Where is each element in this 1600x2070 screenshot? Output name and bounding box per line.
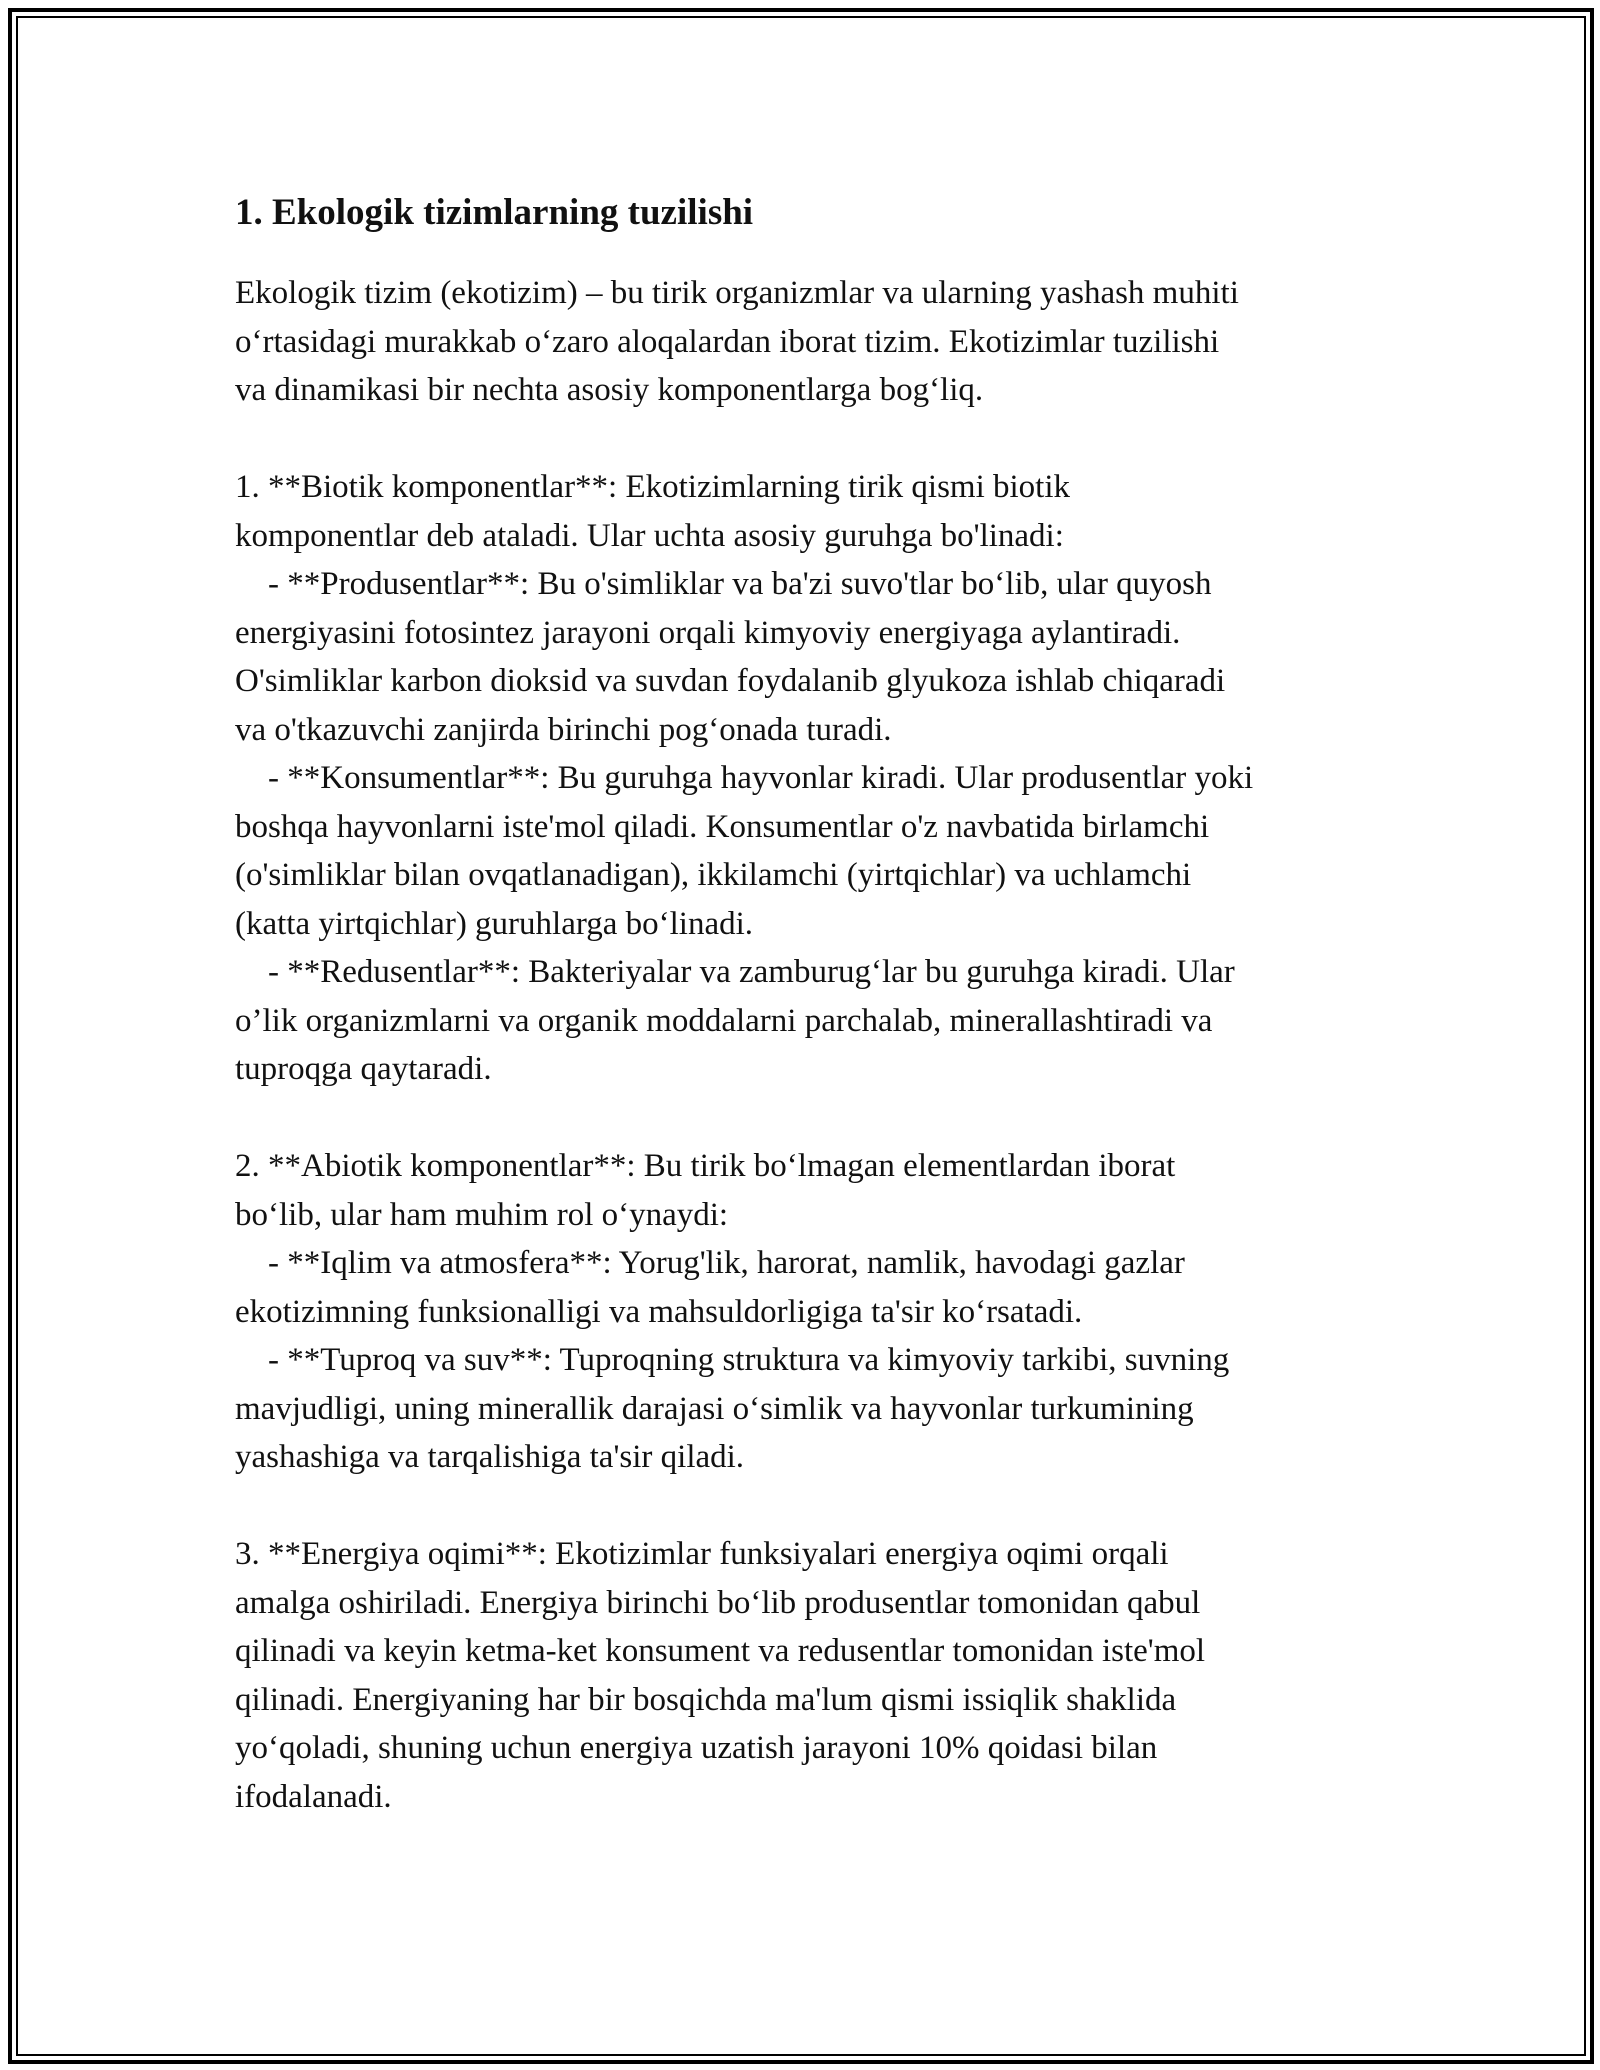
text-line: ifodalanadi. [235,1778,392,1815]
text-line: o‘rtasidagi murakkab o‘zaro aloqalardan iborat tizim. Ekotizimlar tuzilishi [235,323,1220,360]
text-line: - **Konsumentlar**: Bu guruhga hayvonlar kiradi. Ular produsentlar yoki [235,760,1254,796]
text-line: - **Redusentlar**: Bakteriyalar va zamburug‘lar bu guruhga kiradi. Ular [235,954,1235,990]
text-line: bo‘lib, ular ham muhim rol o‘ynaydi: [235,1196,729,1233]
text-line: - **Iqlim va atmosfera**: Yorug'lik, harorat, namlik, havodagi gazlar [235,1245,1185,1281]
paragraph-energiya [235,1530,1370,1821]
text-line: O'simliklar karbon dioksid va suvdan foydalanib glyukoza ishlab chiqaradi [235,663,1226,699]
text-line: - **Produsentlar**: Bu o'simliklar va ba'zi suvo'tlar bo‘lib, ular quyosh [235,566,1212,602]
text-line: qilinadi va keyin ketma-ket konsument va redusentlar tomonidan iste'mol [235,1633,1206,1669]
text-line: tuproqga qaytaradi. [235,1051,492,1087]
text-line: va o'tkazuvchi zanjirda birinchi pog‘onada turadi. [235,711,892,748]
text-line: yashashiga va tarqalishiga ta'sir qiladi. [235,1439,745,1475]
text-line: - **Tuproq va suv**: Tuproqning struktura va kimyoviy tarkibi, suvning [235,1342,1230,1378]
text-line: 1. **Biotik komponentlar**: Ekotizimlarning tirik qismi biotik [235,469,1071,505]
document-title: 1. Ekologik tizimlarning tuzilishi [235,192,754,233]
text-line: qilinadi. Energiyaning har bir bosqichda ma'lum qismi issiqlik shaklida [235,1681,1177,1718]
text-line: komponentlar deb ataladi. Ular uchta asosiy guruhga bo'linadi: [235,517,1064,554]
paragraph-biotik [235,463,1370,1094]
text-line: Ekologik tizim (ekotizim) – bu tirik organizmlar va ularning yashash muhiti [235,275,1239,311]
text-line: mavjudligi, uning minerallik darajasi o‘simlik va hayvonlar turkumining [235,1390,1194,1427]
text-line: va dinamikasi bir nechta asosiy komponentlarga bog‘liq. [235,372,984,408]
text-line: o’lik organizmlarni va organik moddalarni parchalab, minerallashtiradi va [235,1002,1213,1039]
paragraph-gap [235,1482,1370,1531]
text-line: 2. **Abiotik komponentlar**: Bu tirik bo‘lmagan elementlardan iborat [235,1148,1176,1184]
text-line: amalga oshiriladi. Energiya birinchi bo‘lib produsentlar tomonidan qabul [235,1584,1201,1621]
text-line: yo‘qoladi, shuning uchun energiya uzatish jarayoni 10% qoidasi bilan [235,1730,1158,1766]
text-line: boshqa hayvonlarni iste'mol qiladi. Konsumentlar o'z navbatida birlamchi [235,808,1210,845]
text-line: ekotizimning funksionalligi va mahsuldorligiga ta'sir ko‘rsatadi. [235,1293,1083,1330]
paragraph-gap [235,415,1370,464]
paragraph-abiotik [235,1142,1370,1482]
text-line: (o'simliklar bilan ovqatlanadigan), ikkilamchi (yirtqichlar) va uchlamchi [235,857,1192,893]
paragraph-intro [235,269,1370,415]
document-body [235,183,1370,1821]
text-line: 3. **Energiya oqimi**: Ekotizimlar funksiyalari energiya oqimi orqali [235,1536,1169,1572]
paragraph-gap [235,1094,1370,1143]
text-line: (katta yirtqichlar) guruhlarga bo‘linadi. [235,905,754,942]
text-line: energiyasini fotosintez jarayoni orqali kimyoviy energiyaga aylantiradi. [235,614,1181,651]
